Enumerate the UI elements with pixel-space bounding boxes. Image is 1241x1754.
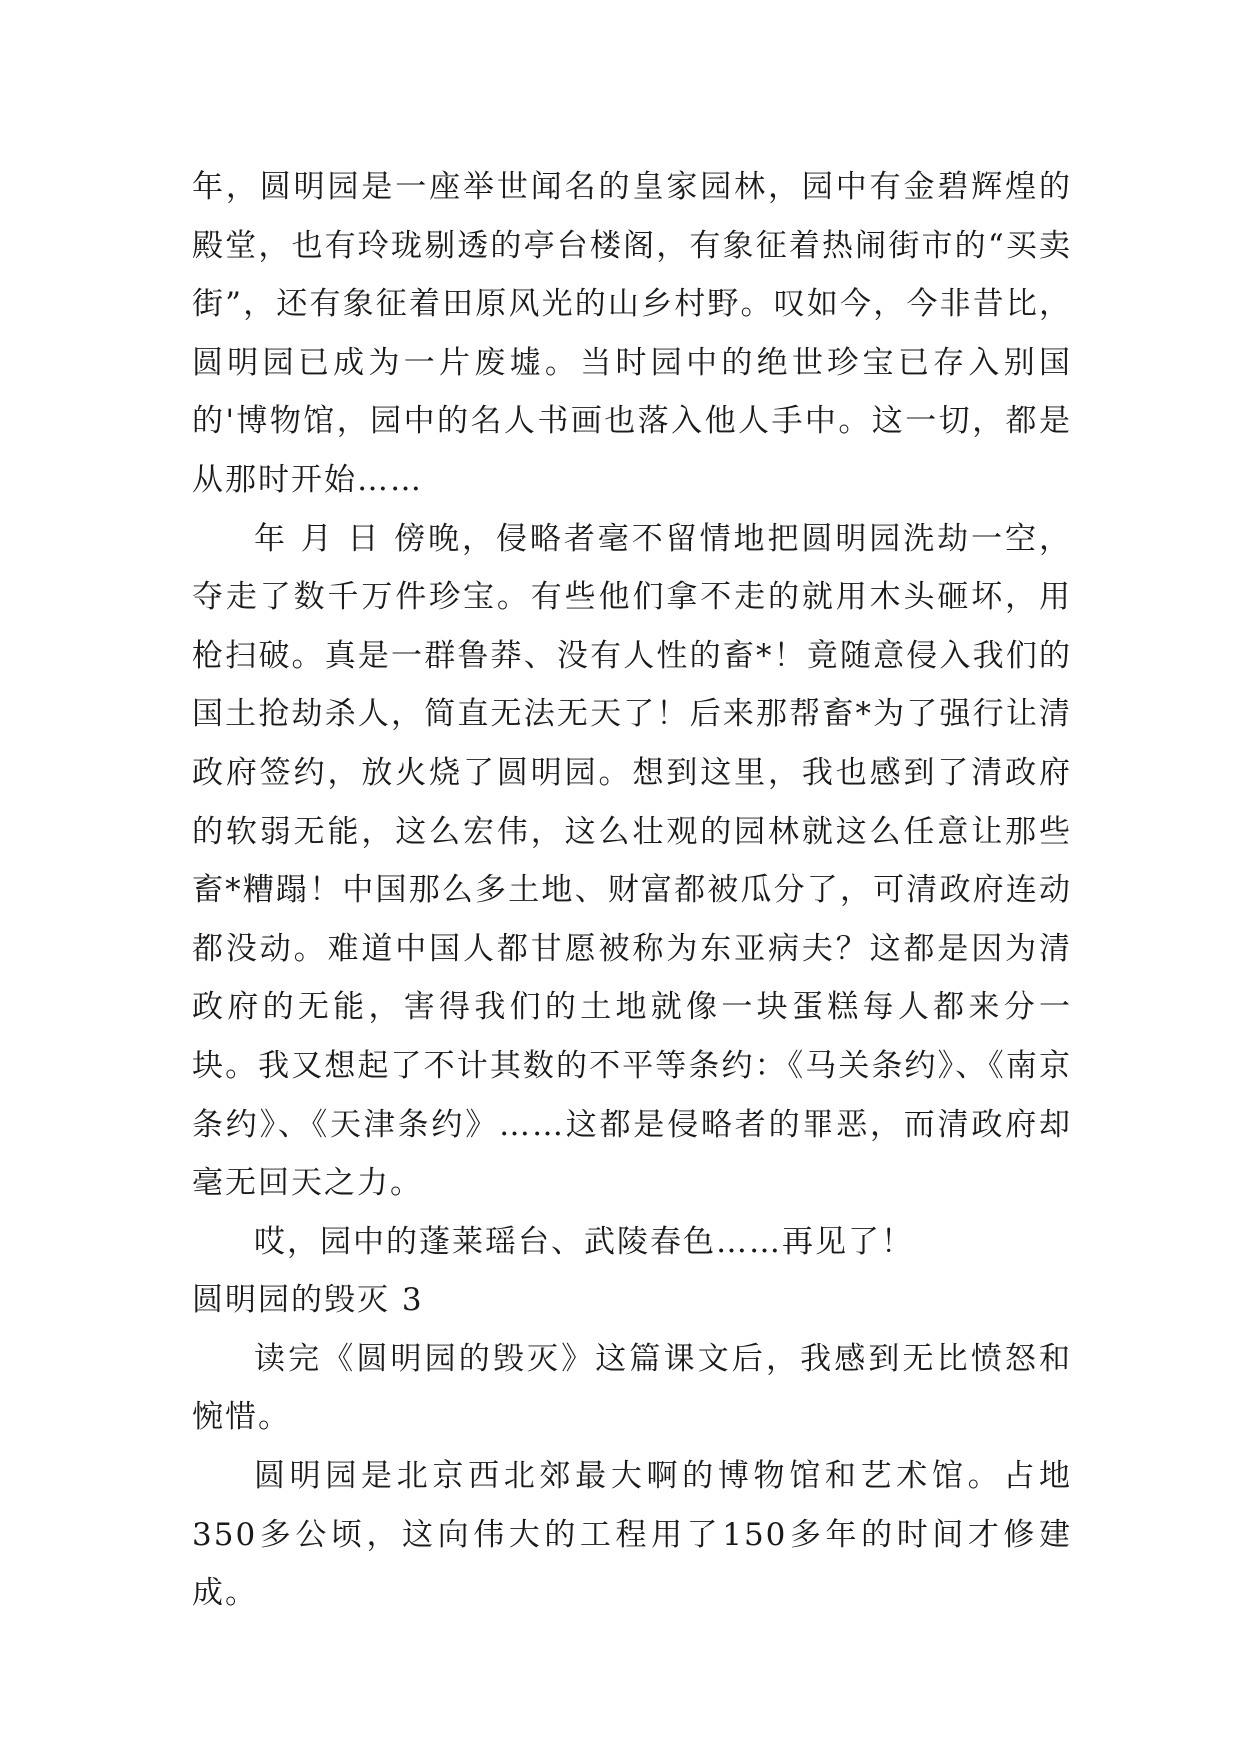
section-heading: 圆明园的毁灭 3 <box>192 1282 424 1319</box>
paragraph-1: 年，圆明园是一座举世闻名的皇家园林，园中有金碧辉煌的殿堂，也有玲珑剔透的亭台楼阁，有象征着热闹街市的“买卖街”，还有象征着田原风光的山乡村野。叹如今，今非昔比，圆明园已成为一片废墟。当时园中的绝世珍宝已存入别国的'博物馆，园中的名人书画也落入他人手中。这一切，都是从那时开始…… <box>192 169 1072 498</box>
paragraph-2: 年 月 日 傍晚，侵略者毫不留情地把圆明园洗劫一空，夺走了数千万件珍宝。有些他们拿不走的就用木头砸坏，用枪扫破。真是一群鲁莽、没有人性的畜*！竟随意侵入我们的国土抢劫杀人，简直无法无天了！后来那帮畜*为了强行让清政府签约，放火烧了圆明园。想到这里，我也感到了清政府的软弱无能，这么宏伟，这么壮观的园林就这么任意让那些畜*糟蹋！中国那么多土地、财富都被瓜分了，可清政府连动都没动。难道中国人都甘愿被称为东亚病夫？这都是因为清政府的无能，害得我们的土地就像一块蛋糕每人都来分一块。我又想起了不计其数的不平等条约：《马关条约》、《南京条约》、《天津条约》……这都是侵略者的罪恶，而清政府却毫无回天之力。 <box>192 520 1072 1202</box>
document-body <box>192 158 1072 1623</box>
paragraph-5: 圆明园是北京西北郊最大啊的博物馆和艺术馆。占地350多公顷，这向伟大的工程用了150多年的时间才修建成。 <box>192 1458 1072 1612</box>
paragraph-3: 哎，园中的蓬莱瑶台、武陵春色……再见了！ <box>254 1223 914 1260</box>
paragraph-4: 读完《圆明园的毁灭》这篇课文后，我感到无比愤怒和惋惜。 <box>192 1340 1072 1436</box>
